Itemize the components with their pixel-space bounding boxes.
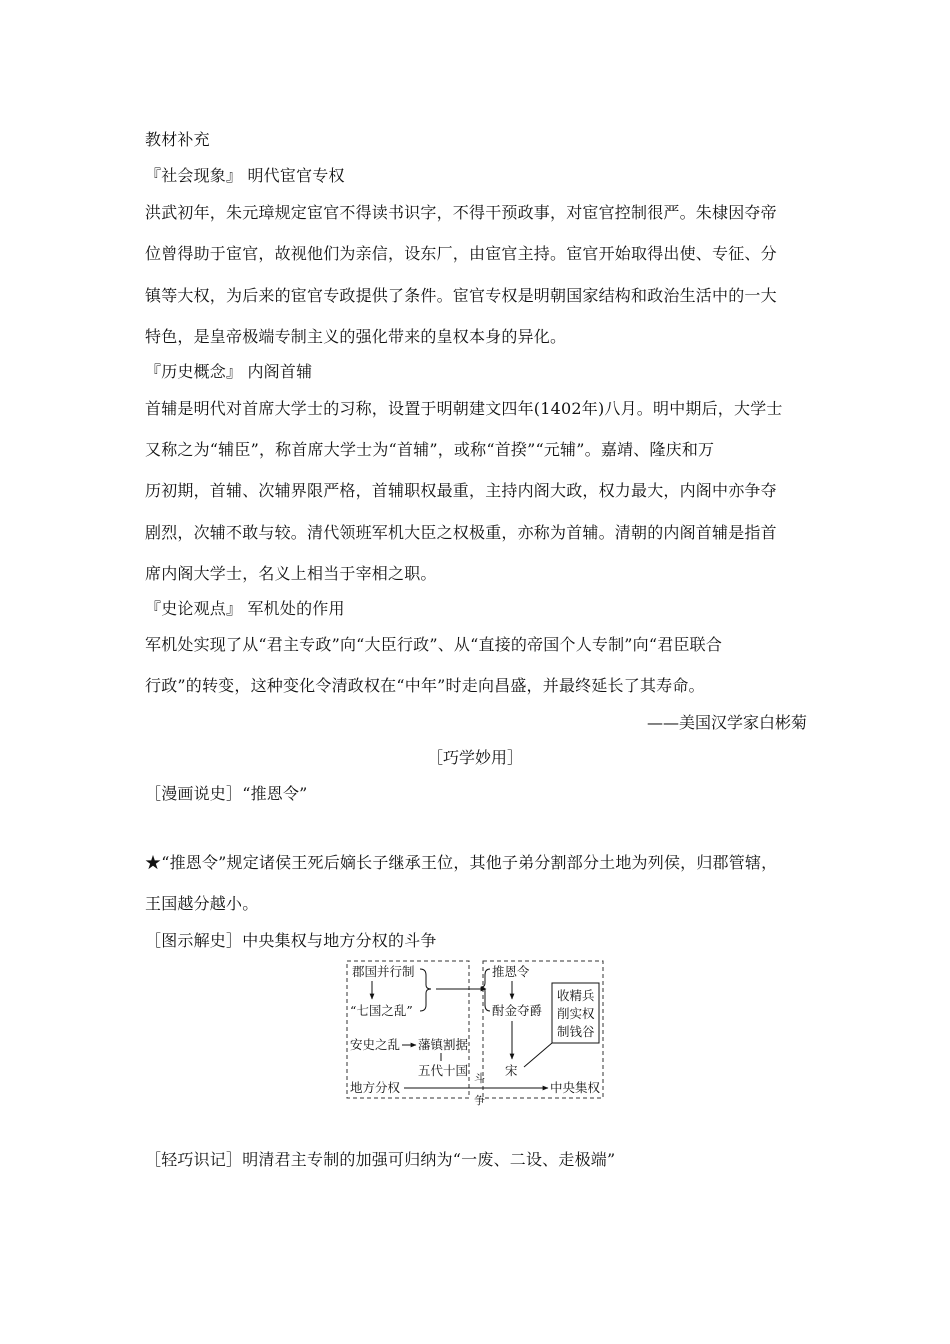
label-fanzhen: 藩镇割据 — [418, 1037, 469, 1052]
label-qiguo: “七国之乱” — [350, 1003, 413, 1018]
star-note-line: 王国越分越小。 — [145, 894, 259, 913]
label-junguo: 郡国并行制 — [352, 964, 415, 979]
paragraph-line: 又称之为“辅臣”，称首席大学士为“首辅”，或称“首揆”“元辅”。嘉靖、隆庆和万 — [145, 440, 715, 459]
label-wudai: 五代十国 — [418, 1063, 469, 1078]
section-heading-diagram: ［图示解史］中央集权与地方分权的斗争 — [145, 931, 437, 950]
label-central-power: 中央集权 — [550, 1080, 601, 1095]
supplement-title: 教材补充 — [145, 130, 210, 149]
section-heading-eunuch: 『社会现象』 明代宦官专权 — [145, 166, 345, 185]
paragraph-line: 席内阁大学士，名义上相当于宰相之职。 — [145, 564, 437, 583]
label-song: 宋 — [505, 1063, 518, 1078]
connector-line — [524, 1043, 552, 1067]
paragraph-line: 历初期，首辅、次辅界限严格，首辅职权最重，主持内阁大政，权力最大，内阁中亦争夺 — [145, 481, 777, 500]
paragraph-line: 特色，是皇帝极端专制主义的强化带来的皇权本身的异化。 — [145, 327, 567, 346]
box-line: 收精兵 — [557, 988, 595, 1003]
section-heading-grand-council: 『史论观点』 军机处的作用 — [145, 599, 345, 618]
label-local-power: 地方分权 — [350, 1080, 401, 1095]
paragraph-line: 镇等大权，为后来的宦官专政提供了条件。宦官专权是明朝国家结构和政治生活中的一大 — [145, 286, 777, 305]
label-struggle-top: 斗 — [474, 1072, 485, 1085]
paragraph-line: 剧烈，次辅不敢与较。清代领班军机大臣之权极重，亦称为首辅。清朝的内阁首辅是指首 — [145, 523, 777, 542]
paragraph-line: 军机处实现了从“君主专政”向“大臣行政”、从“直接的帝国个人专制”向“君臣联合 — [145, 635, 723, 654]
box-line: 制钱谷 — [557, 1024, 595, 1039]
quote-attribution: ——美国汉学家白彬菊 — [646, 713, 807, 732]
section-heading-mnemonic: ［轻巧识记］明清君主专制的加强可归纳为“一废、二设、走极端” — [145, 1150, 616, 1169]
box-line: 削实权 — [557, 1006, 595, 1021]
label-zhujin: 酎金夺爵 — [492, 1003, 543, 1018]
paragraph-line: 首辅是明代对首席大学士的习称，设置于明朝建文四年(1402年)八月。明中期后，大学士 — [145, 399, 783, 418]
section-heading-cartoon: ［漫画说史］“推恩令” — [145, 784, 308, 803]
left-brace — [420, 969, 431, 1011]
power-struggle-diagram — [340, 955, 610, 1107]
star-note-line: ★“推恩令”规定诸侯王死后嫡长子继承王位，其他子弟分割部分土地为列侯，归郡管辖， — [145, 853, 778, 872]
paragraph-line: 洪武初年，朱元璋规定宦官不得读书识字，不得干预政事，对宦官控制很严。朱棣因夺帝 — [145, 203, 777, 222]
section-heading-grand-secretary: 『历史概念』 内阁首辅 — [145, 362, 313, 381]
paragraph-line: 行政”的转变，这种变化令清政权在“中年”时走向昌盛，并最终延长了其寿命。 — [145, 676, 705, 695]
section-title-qiaoxue: ［巧学妙用］ — [426, 748, 523, 767]
right-brace — [481, 969, 490, 1011]
label-anshi: 安史之乱 — [350, 1037, 401, 1052]
paragraph-line: 位曾得助于宦官，故视他们为亲信，设东厂，由宦官主持。宦官开始取得出使、专征、分 — [145, 244, 777, 263]
label-tuien: 推恩令 — [492, 964, 530, 979]
label-struggle-bottom: 争 — [474, 1094, 485, 1107]
